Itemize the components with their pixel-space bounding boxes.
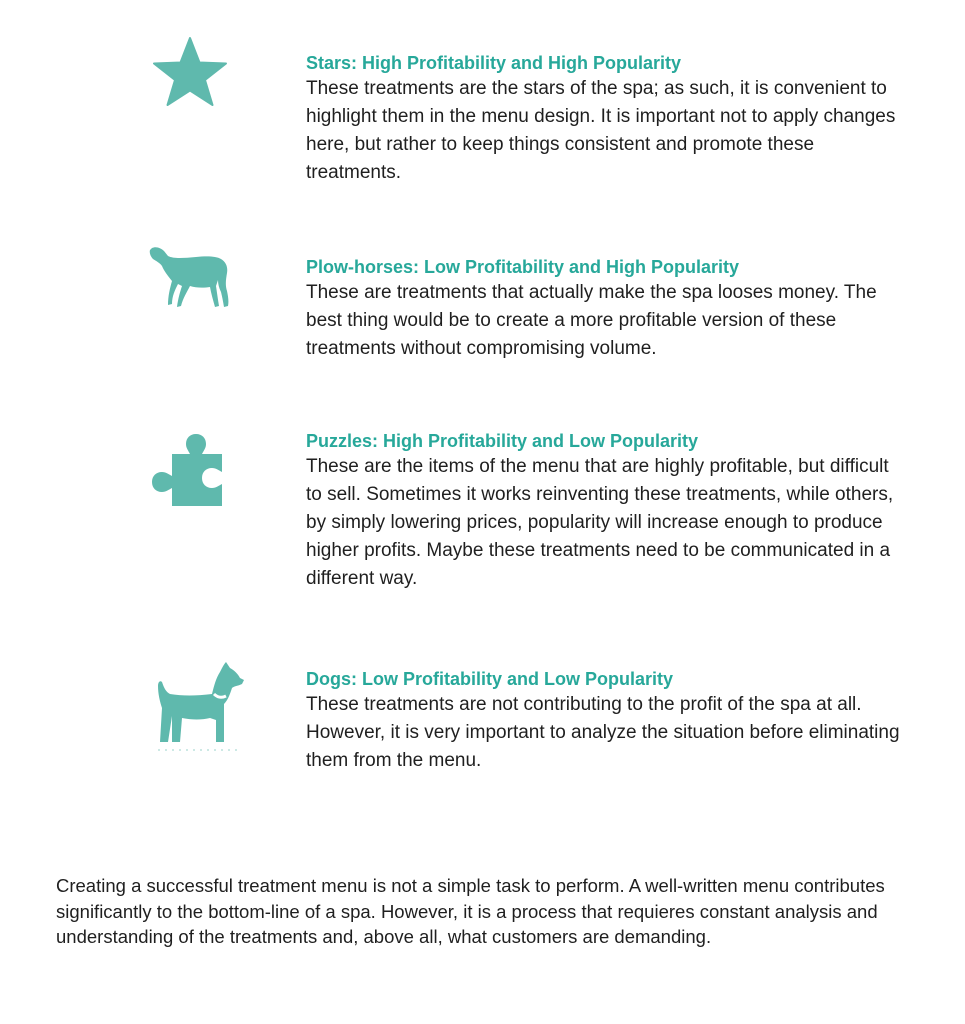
section-heading: Dogs: Low Profitability and Low Popularity [306,669,674,689]
section-heading: Plow-horses: Low Profitability and High Popularity [306,257,740,277]
section-heading: Puzzles: High Profitability and Low Popularity [306,431,699,451]
section-heading: Stars: High Profitability and High Popularity [306,53,682,73]
dog-icon [152,658,248,754]
section-body: These treatments are not contributing to the profit of the spa at all. However, it is very important to analyze the situation before eliminating them from the menu. [306,694,900,771]
closing-paragraph: Creating a successful treatment menu is not a simple task to perform. A well-written menu contributes significantly to the bottom-line of a spa. However, it is a process that requieres constant analysis and understanding of the treatments and, above all, what customers are demanding. [56,875,885,947]
section-body: These are the items of the menu that are highly profitable, but difficult to sell. Sometimes it works reinventing these treatments, while others, by simply lowering prices, popularity will increase enough to produce higher profits. Maybe these treatments need to be communicated in a different way. [306,456,894,589]
section-body: These are treatments that actually make the spa looses money. The best thing would be to create a more profitable version of these treatments without compromising volume. [306,282,877,359]
section-body: These treatments are the stars of the spa; as such, it is convenient to highlight them in the menu design. It is important not to apply changes here, but rather to keep things consistent and promote these treatments. [306,78,896,183]
puzzle-icon [146,430,228,510]
star-icon [152,36,228,106]
horse-icon [148,246,230,310]
